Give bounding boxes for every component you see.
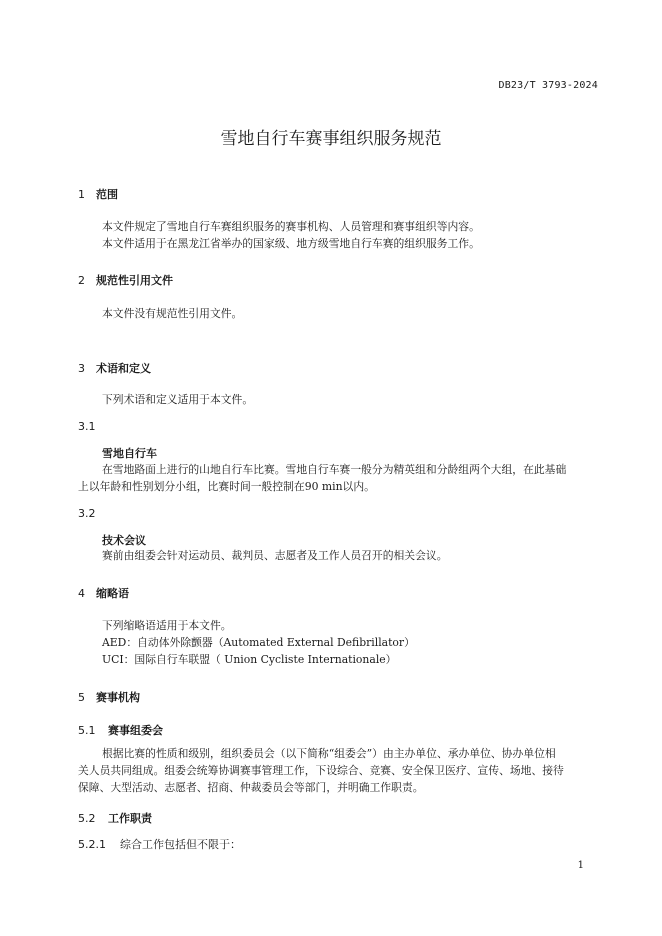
section-5-1-heading (78, 722, 163, 738)
section-5-2-1 (78, 836, 241, 852)
section-title: 赛事组委会 (108, 724, 163, 737)
term-3-1-number: 3.1 (78, 420, 96, 433)
section-4-body (78, 617, 600, 668)
paragraph-line: 本文件没有规范性引用文件。 (102, 307, 243, 320)
section-title: 工作职责 (108, 812, 152, 825)
section-2-body (78, 305, 600, 322)
term-3-1-name: 雪地自行车 (102, 447, 157, 460)
section-number: 1 (78, 188, 85, 201)
paragraph-line: 赛前由组委会针对运动员、裁判员、志愿者及工作人员召开的相关会议。 (102, 549, 448, 562)
section-2-heading (78, 272, 173, 288)
section-1-body (78, 218, 600, 252)
page-number: 1 (577, 860, 584, 871)
section-number: 5 (78, 691, 85, 704)
paragraph-line: 本文件适用于在黑龙江省举办的国家级、地方级雪地自行车赛的组织服务工作。 (102, 237, 480, 250)
section-number: 5.2 (78, 812, 96, 825)
paragraph-line: 关人员共同组成。组委会统筹协调赛事管理工作，下设综合、竞赛、安全保卫医疗、宣传、场地、接待 (78, 764, 564, 777)
paragraph-line: 上以年龄和性别划分小组，比赛时间一般控制在90 min以内。 (78, 480, 375, 493)
abbreviation-uci: UCI：国际自行车联盟（ Union Cycliste Internationale） (102, 653, 397, 666)
paragraph-line: 保障、大型活动、志愿者、招商、仲裁委员会等部门，并明确工作职责。 (78, 781, 424, 794)
term-3-2-number: 3.2 (78, 507, 96, 520)
paragraph-line: 下列缩略语适用于本文件。 (102, 619, 232, 632)
section-number: 3 (78, 362, 85, 375)
section-number: 5.2.1 (78, 838, 106, 851)
section-3-body (78, 391, 600, 408)
section-number: 4 (78, 587, 85, 600)
section-title: 缩略语 (96, 587, 129, 600)
section-3-heading (78, 360, 151, 376)
section-number: 2 (78, 274, 85, 287)
paragraph-line: 在雪地路面上进行的山地自行车比赛。雪地自行车赛一般分为精英组和分龄组两个大组，在此基础 (102, 463, 567, 476)
section-title: 术语和定义 (96, 362, 151, 375)
term-3-1-definition (78, 461, 600, 495)
document-code: DB23/T 3793-2024 (498, 80, 598, 91)
section-5-2-heading (78, 810, 152, 826)
section-title: 范围 (96, 188, 118, 201)
clause-text: 综合工作包括但不限于： (120, 838, 241, 851)
paragraph-line: 下列术语和定义适用于本文件。 (102, 393, 254, 406)
document-title: 雪地自行车赛事组织服务规范 (220, 129, 442, 149)
section-5-heading (78, 689, 140, 705)
abbreviation-aed: AED：自动体外除颤器（Automated External Defibrillator） (102, 636, 415, 649)
paragraph-line: 根据比赛的性质和级别，组织委员会（以下简称“组委会”）由主办单位、承办单位、协办单位相 (102, 747, 556, 760)
term-3-2-definition (78, 547, 600, 564)
section-5-1-body (78, 745, 600, 796)
section-4-heading (78, 585, 129, 601)
section-1-heading (78, 186, 118, 202)
paragraph-line: 本文件规定了雪地自行车赛组织服务的赛事机构、人员管理和赛事组织等内容。 (102, 220, 480, 233)
section-title: 赛事机构 (96, 691, 140, 704)
term-3-2-name: 技术会议 (102, 534, 146, 547)
section-number: 5.1 (78, 724, 96, 737)
section-title: 规范性引用文件 (96, 274, 173, 287)
